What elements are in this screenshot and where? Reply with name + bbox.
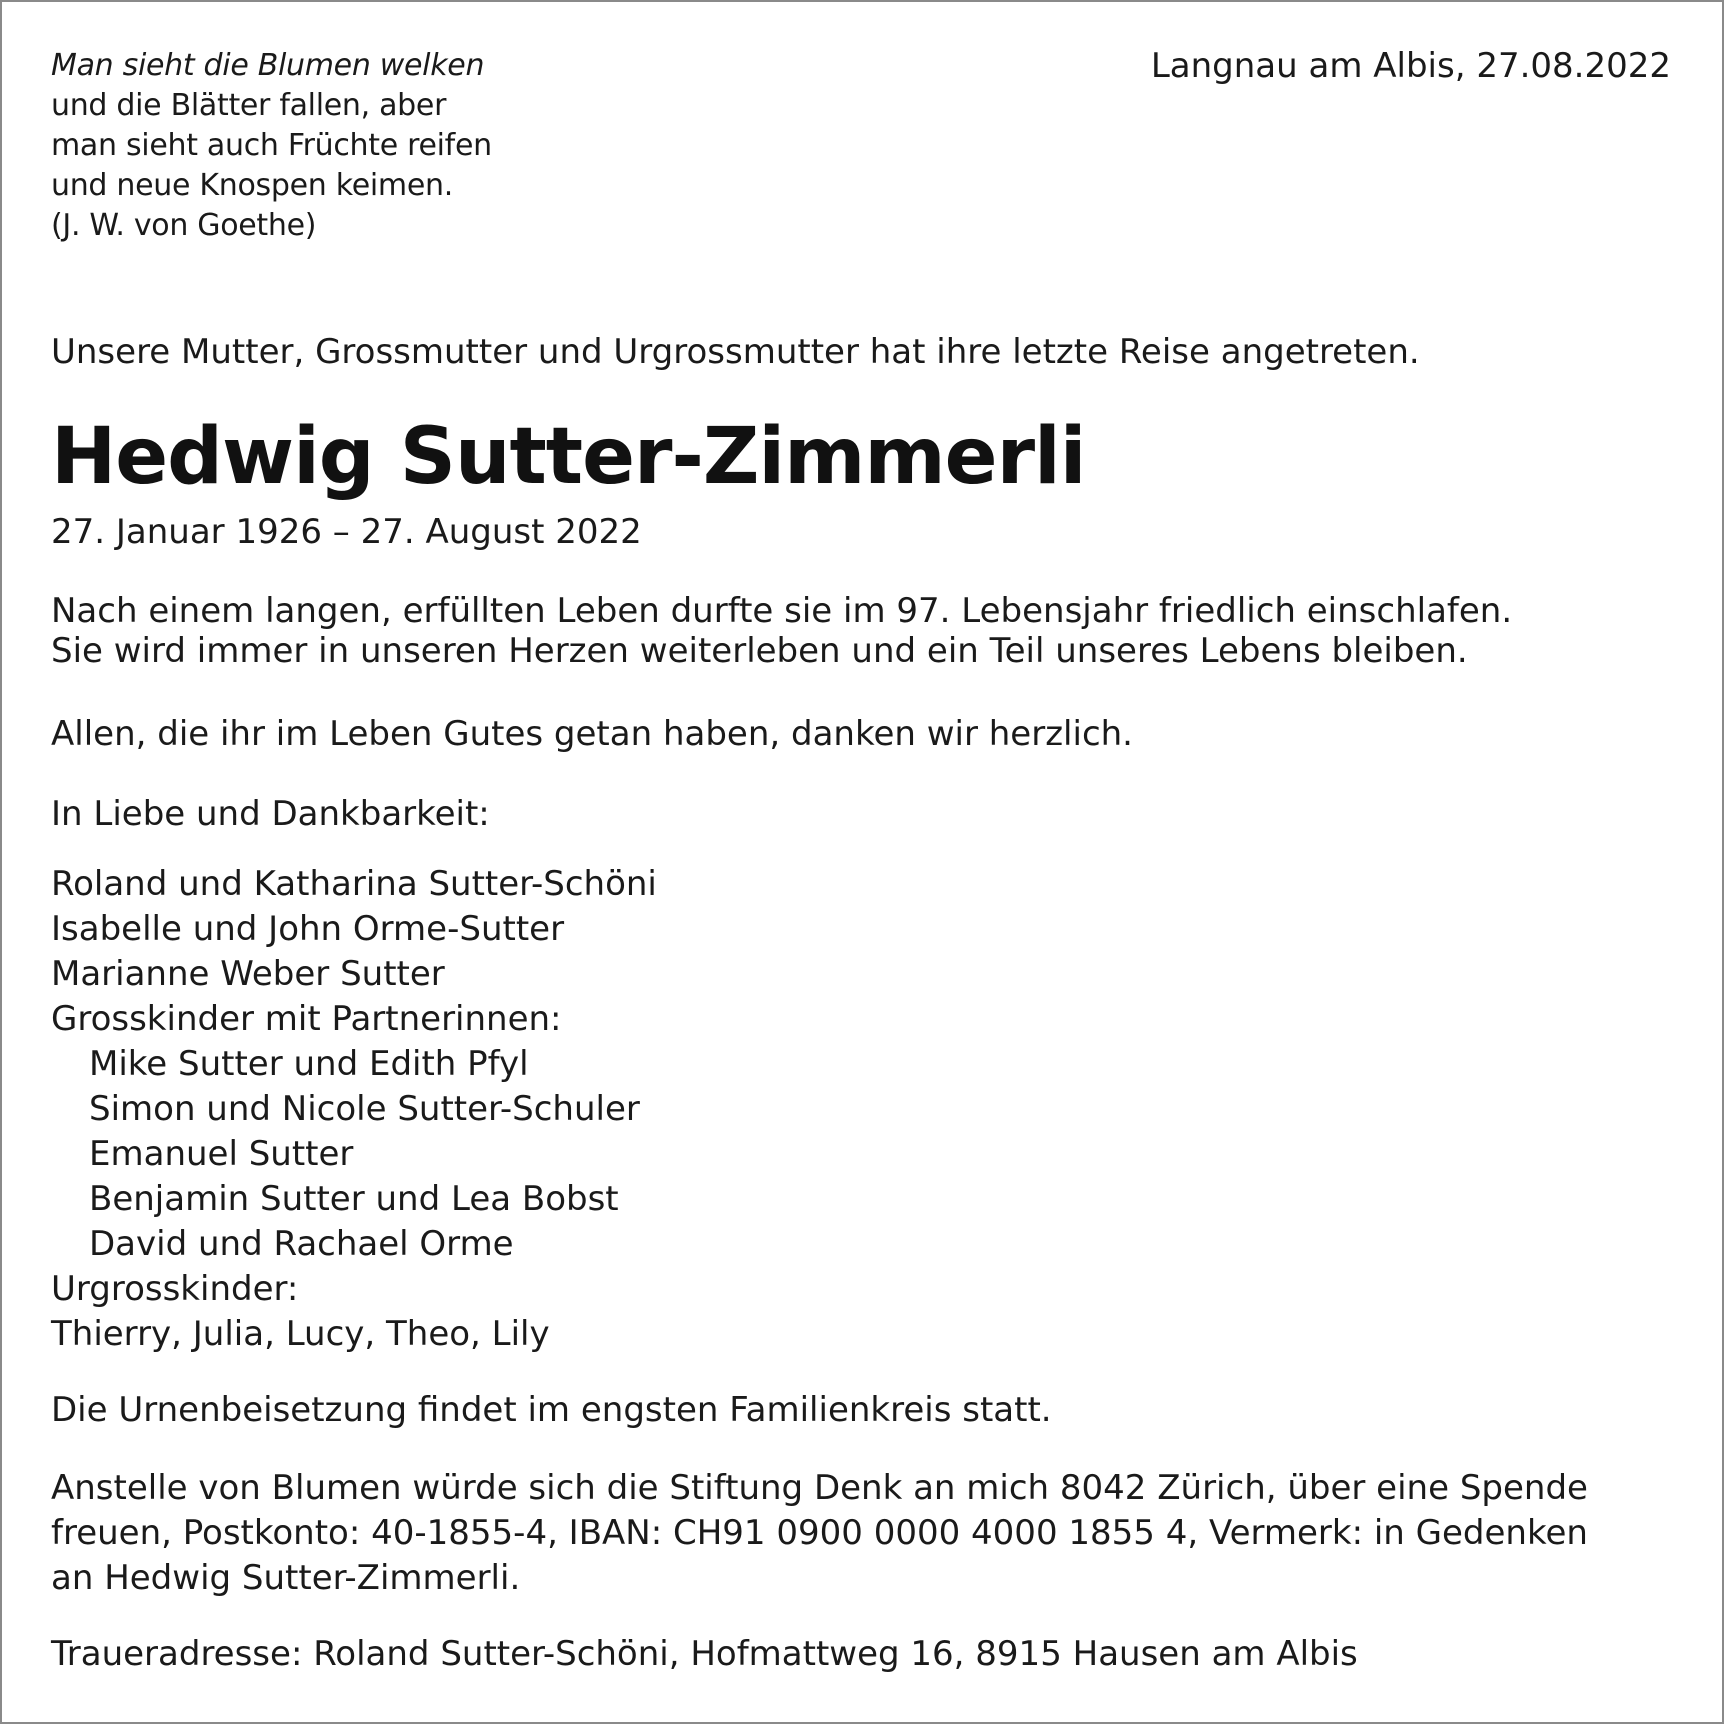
life-line: Nach einem langen, erfüllten Leben durfte sie im 97. Lebensjahr friedlich einschlafen. [51, 591, 1513, 631]
poem-line: man sieht auch Früchte reifen [51, 128, 492, 163]
intro-text: Unsere Mutter, Grossmutter und Urgrossmutter hat ihre letzte Reise angetreten. [51, 332, 1420, 372]
grandchild: David und Rachael Orme [89, 1224, 514, 1264]
donation-paragraph [51, 1466, 1671, 1601]
grandchild: Emanuel Sutter [89, 1134, 354, 1174]
great-grandchildren: Thierry, Julia, Lucy, Theo, Lily [51, 1314, 550, 1354]
mourning-address: Traueradresse: Roland Sutter-Schöni, Hofmattweg 16, 8915 Hausen am Albis [51, 1634, 1358, 1674]
donation-line: an Hedwig Sutter-Zimmerli. [51, 1558, 521, 1598]
place-and-date: Langnau am Albis, 27.08.2022 [1150, 46, 1671, 86]
poem-quote [51, 46, 492, 246]
poem-author: (J. W. von Goethe) [51, 208, 317, 243]
love-line: In Liebe und Dankbarkeit: [51, 794, 490, 834]
grandchild: Benjamin Sutter und Lea Bobst [89, 1179, 619, 1219]
great-grandchildren-heading: Urgrosskinder: [51, 1269, 299, 1309]
poem-line: Man sieht die Blumen welken [51, 48, 485, 83]
donation-line: Anstelle von Blumen würde sich die Stiftung Denk an mich 8042 Zürich, über eine Spende [51, 1468, 1588, 1508]
family-list [51, 862, 1671, 1357]
family-member: Roland und Katharina Sutter-Schöni [51, 864, 657, 904]
family-member: Isabelle und John Orme-Sutter [51, 909, 565, 949]
obituary-notice [51, 46, 1671, 1674]
thanks-paragraph: Allen, die ihr im Leben Gutes getan haben, danken wir herzlich. [51, 714, 1133, 754]
grandchildren-heading: Grosskinder mit Partnerinnen: [51, 999, 562, 1039]
deceased-name: Hedwig Sutter-Zimmerli [51, 412, 1086, 502]
grandchild: Simon und Nicole Sutter-Schuler [89, 1089, 640, 1129]
poem-line: und die Blätter fallen, aber [51, 88, 447, 123]
family-member: Marianne Weber Sutter [51, 954, 445, 994]
urn-paragraph: Die Urnenbeisetzung findet im engsten Familienkreis statt. [51, 1390, 1052, 1430]
donation-line: freuen, Postkonto: 40-1855-4, IBAN: CH91 0900 0000 4000 1855 4, Vermerk: in Gedenken [51, 1513, 1588, 1553]
grandchild: Mike Sutter und Edith Pfyl [89, 1044, 529, 1084]
life-paragraph [51, 591, 1671, 671]
life-line: Sie wird immer in unseren Herzen weiterleben und ein Teil unseres Lebens bleiben. [51, 631, 1468, 671]
header-row [51, 46, 1671, 260]
poem-line: und neue Knospen keimen. [51, 168, 453, 203]
life-dates: 27. Januar 1926 – 27. August 2022 [51, 512, 642, 552]
